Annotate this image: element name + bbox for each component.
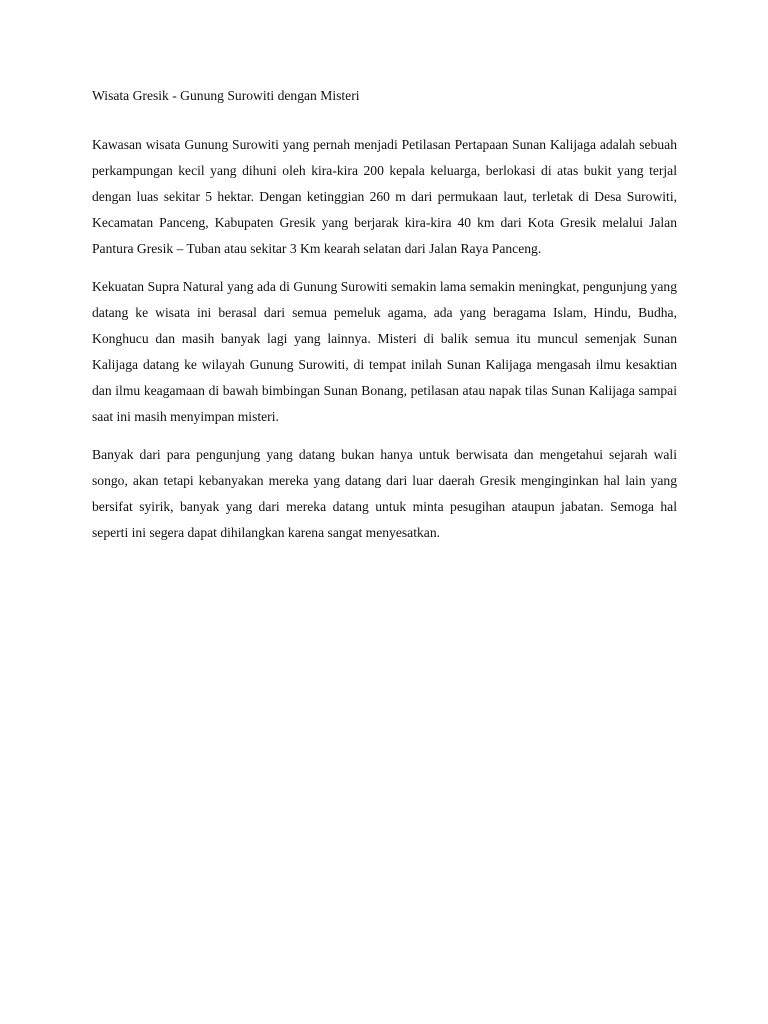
document-title: Wisata Gresik - Gunung Surowiti dengan Misteri xyxy=(92,88,360,103)
paragraph-1: Kawasan wisata Gunung Surowiti yang pernah menjadi Petilasan Pertapaan Sunan Kalijaga adalah sebuah perkampungan kecil yang dihuni oleh kira-kira 200 kepala keluarga, berlokasi di atas bukit yang terjal dengan luas sekitar 5 hektar. Dengan ketinggian 260 m dari permukaan laut, terletak di Desa Surowiti, Kecamatan Panceng, Kabupaten Gresik yang berjarak kira-kira 40 km dari Kota Gresik melalui Jalan Pantura Gresik – Tuban atau sekitar 3 Km kearah selatan dari Jalan Raya Panceng. xyxy=(92,137,677,256)
document-body xyxy=(92,83,677,558)
paragraph-2: Kekuatan Supra Natural yang ada di Gunung Surowiti semakin lama semakin meningkat, pengunjung yang datang ke wisata ini berasal dari semua pemeluk agama, ada yang beragama Islam, Hindu, Budha, Konghucu dan masih banyak lagi yang lainnya. Misteri di balik semua itu muncul semenjak Sunan Kalijaga datang ke wilayah Gunung Surowiti, di tempat inilah Sunan Kalijaga mengasah ilmu kesaktian dan ilmu keagamaan di bawah bimbingan Sunan Bonang, petilasan atau napak tilas Sunan Kalijaga sampai saat ini masih menyimpan misteri. xyxy=(92,279,677,424)
paragraph-3: Banyak dari para pengunjung yang datang bukan hanya untuk berwisata dan mengetahui sejarah wali songo, akan tetapi kebanyakan mereka yang datang dari luar daerah Gresik menginginkan hal lain yang bersifat syirik, banyak yang dari mereka datang untuk minta pesugihan ataupun jabatan. Semoga hal seperti ini segera dapat dihilangkan karena sangat menyesatkan. xyxy=(92,447,677,540)
